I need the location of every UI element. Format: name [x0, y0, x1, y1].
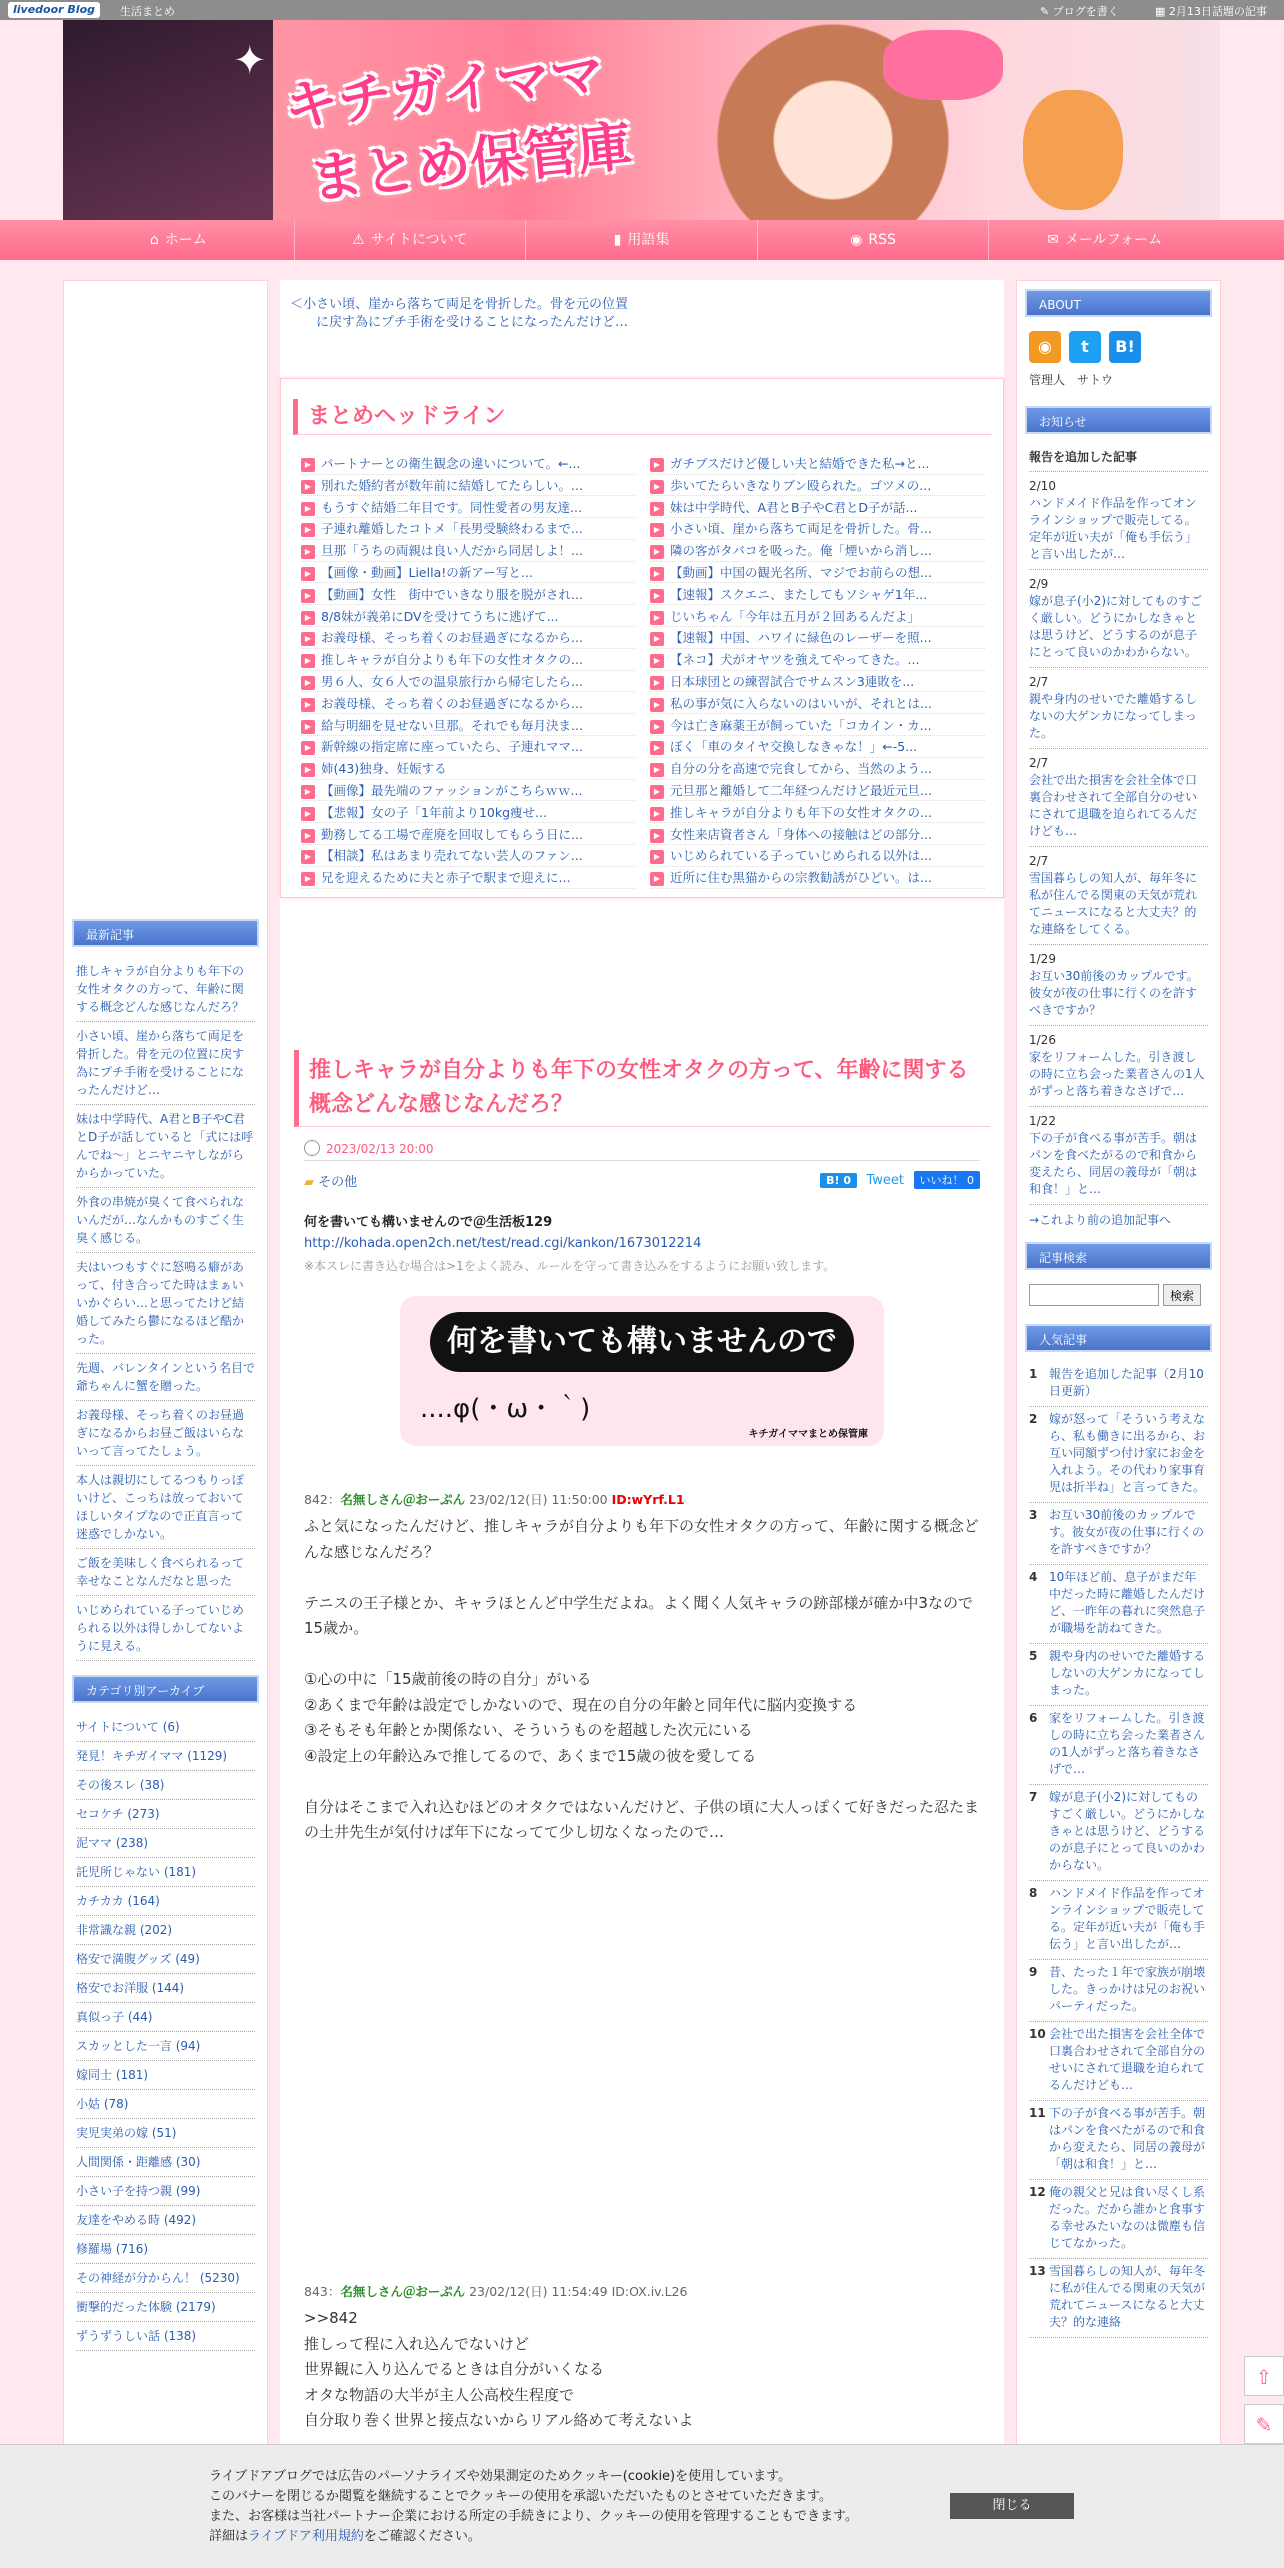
category-link[interactable]: 小姑 (78) — [76, 2090, 255, 2119]
hatena-icon[interactable]: B! — [1109, 331, 1141, 363]
poster-id: ID:wYrf.L1 — [611, 1492, 685, 1507]
rank-title[interactable]: 嫁が怒って「そういう考えなら、私も働きに出るから、お互い同額ずつ付け家にお金を入れよう。その代わり家事育児は折半ね」と言ってきた。 — [1049, 1412, 1206, 1494]
headline-item[interactable]: ▶ 【速報】スクエニ、またしてもソシャゲ1年... — [650, 584, 985, 606]
category-link[interactable]: 託児所じゃない (181) — [76, 1858, 255, 1887]
headline-item[interactable]: ▶ 男６人、女６人での温泉旅行から帰宅したら... — [301, 671, 636, 693]
recent-article-link[interactable]: 夫はいつもすぐに怒鳴る癖があって、付き合ってた時はまぁいいかぐらい…と思ってたけど結婚してみたら鬱になるほど酷かった。 — [76, 1253, 255, 1354]
rss-icon[interactable]: ◉ — [1029, 331, 1061, 363]
response-line: 世界観に入り込んでるときは自分がいくなる — [304, 2360, 605, 2378]
top-bar — [0, 0, 1284, 20]
popular-article-link[interactable] — [1029, 2101, 1208, 2180]
sparkle-icon: ✦ — [233, 38, 267, 84]
headline-item[interactable]: ▶ 女性来店資者さん「身体への接触はどの部分... — [650, 824, 985, 846]
popular-article-link[interactable] — [1029, 1362, 1208, 1407]
category-link[interactable]: 修羅場 (716) — [76, 2235, 255, 2264]
article-meta — [304, 1171, 980, 1195]
article-category[interactable]: その他 — [318, 1175, 358, 1190]
category-link[interactable]: 泥ママ (238) — [76, 1829, 255, 1858]
headline-item[interactable]: ▶ いじめられている子っていじめられる以外は... — [650, 845, 985, 867]
rank-number: 8 — [1029, 1886, 1038, 1900]
category-link[interactable]: その後スレ (38) — [76, 1771, 255, 1800]
rank-number: 12 — [1029, 2185, 1046, 2199]
book-icon: ▮ — [613, 232, 622, 248]
notice-subheading: 報告を追加した記事 — [1029, 444, 1208, 472]
popular-article-link[interactable] — [1029, 1407, 1208, 1503]
blog-title-line2: まとめ保管庫 — [306, 114, 635, 211]
headline-title: まとめヘッドライン — [293, 399, 991, 435]
hatena-bookmark-button[interactable]: B! 0 — [820, 1173, 857, 1188]
source-note: ※本スレに書き込む場合は>1をよく読み、ルールを守って書き込みをするようにお願い致します。 — [304, 1259, 836, 1273]
write-blog-link[interactable]: ✎ ブログを書く — [1040, 5, 1119, 18]
notice-list — [1017, 444, 1220, 1234]
rss-icon: ◉ — [850, 232, 863, 248]
notice-date: 2/7 — [1029, 854, 1049, 868]
recent-article-link[interactable]: 妹は中学時代、A君とB子やC君とD子が話していると「式には呼んでね～」とニヤニヤしながらからかっていた。 — [76, 1105, 255, 1188]
search-input[interactable] — [1029, 1284, 1159, 1306]
headline-item[interactable]: ▶ 【ネコ】犬がオヤツを強えてやってきた。... — [650, 649, 985, 671]
response-line: 自分取り巻く世界と接点ないからリアル絡めて考えないよ — [304, 2411, 694, 2429]
response-line — [304, 1642, 980, 1668]
notice-heading: お知らせ — [1025, 406, 1212, 434]
tweet-button[interactable]: Tweet — [866, 1173, 904, 1188]
category-link[interactable]: その神経が分からん！ (5230) — [76, 2264, 255, 2293]
popular-heading: 人気記事 — [1025, 1324, 1212, 1352]
scroll-top-icon[interactable]: ⇧ — [1244, 2356, 1284, 2396]
headline-item[interactable]: ▶ 私の事が気に入らないのはいいが、それとは... — [650, 693, 985, 715]
recent-article-link[interactable]: 本人は親切にしてるつもりっぽいけど、こっちは放っておいてほしいタイプなので正直言って迷惑でしかない。 — [76, 1466, 255, 1549]
category-link[interactable]: 実児実弟の嫁 (51) — [76, 2119, 255, 2148]
notice-item[interactable] — [1029, 1107, 1208, 1205]
response-body — [304, 2306, 980, 2434]
livedoor-logo[interactable]: livedoor Blog — [8, 2, 100, 18]
rank-number: 3 — [1029, 1508, 1038, 1522]
notice-title[interactable]: ハンドメイド作品を作ってオンラインショップで販売してる。定年が近い夫が「俺も手伝う」と言い出したが… — [1029, 496, 1198, 561]
mail-icon: ✉ — [1047, 232, 1060, 248]
headline-item[interactable]: ▶ 隣の客がタバコを吸った。俺「煙いから消し... — [650, 540, 985, 562]
twitter-icon[interactable]: t — [1069, 331, 1101, 363]
category-link[interactable]: 非常識な親 (202) — [76, 1916, 255, 1945]
response-line: ①心の中に「15歳前後の時の自分」がいる — [304, 1670, 592, 1688]
poster-id: ID:OX.iv.L26 — [611, 2284, 688, 2299]
response-line: ③そもそも年齢とか関係ない、そういうものを超越した次元にいる — [304, 1721, 753, 1739]
prev-article-link[interactable]: ＜小さい頃、崖から落ちて両足を骨折した。骨を元の位置に戻す為にプチ手術を受けることになったんだけど… — [290, 297, 628, 330]
source-thread-title: 何を書いても構いませんので＠生活板129 — [304, 1215, 553, 1230]
popular-article-link[interactable] — [1029, 1503, 1208, 1565]
popular-article-link[interactable] — [1029, 2180, 1208, 2259]
rank-title[interactable]: 10年ほど前、息子がまだ年中だった時に離婚したんだけど、一昨年の暮れに突然息子が職場を訪ねてきた。 — [1049, 1570, 1206, 1635]
notice-title[interactable]: 嫁が息子(小2)に対してものすごく厳しい。どうにかしなきゃとは思うけど、どうするのが息子にとって良いのかわからない。 — [1029, 594, 1202, 659]
global-nav — [0, 220, 1284, 260]
right-sidebar — [1016, 280, 1221, 2568]
headline-item[interactable]: ▶ 【相談】私はあまり売れてない芸人のファン... — [301, 845, 636, 867]
notice-title[interactable]: 会社で出た損害を会社全体で口裏合わせされて全部自分のせいにされて退職を迫られてるんだけども… — [1029, 773, 1198, 838]
article-title[interactable]: 推しキャラが自分よりも年下の女性オタクの方って、年齢に関する概念どんな感じなんだろ？ — [294, 1050, 990, 1127]
facebook-like-button[interactable]: いいね！ 0 — [914, 1171, 981, 1189]
rank-number: 10 — [1029, 2027, 1046, 2041]
headline-item[interactable]: ▶ 姉(43)独身、妊娠する — [301, 758, 636, 780]
warning-icon: ⚠ — [352, 232, 365, 248]
search-button[interactable]: 検索 — [1163, 1284, 1201, 1306]
nav-about[interactable]: ⚠ サイトについて — [295, 220, 527, 260]
notice-item[interactable] — [1029, 847, 1208, 945]
headline-item[interactable]: ▶ 日本球団との練習試合でサムスン3連敗を... — [650, 671, 985, 693]
main-content — [280, 280, 1004, 2568]
headline-item[interactable]: ▶ 小さい頃、崖から落ちて両足を骨折した。骨... — [650, 518, 985, 540]
headline-item[interactable]: ▶ 今は亡き麻薬王が飼っていた「コカイン・カ... — [650, 715, 985, 737]
share-buttons — [820, 1171, 980, 1189]
popular-article-link[interactable] — [1029, 1706, 1208, 1785]
headline-item[interactable]: ▶ ぼく「車のタイヤ交換しなきゃな！」←-5... — [650, 736, 985, 758]
thread-banner-image — [400, 1296, 884, 1446]
rank-title[interactable]: 昔、たった１年で家族が崩壊した。きっかけは兄のお祝いパーティだった。 — [1049, 1965, 1206, 2013]
article — [280, 1032, 1004, 1846]
recent-article-link[interactable]: ご飯を美味しく食べられるって幸せなことなんだなと思った — [76, 1549, 255, 1596]
clock-icon — [304, 1140, 320, 1156]
headline-item[interactable]: ▶ 推しキャラが自分よりも年下の女性オタクの... — [650, 802, 985, 824]
rank-title[interactable]: 報告を追加した記事（2月10日更新） — [1049, 1367, 1204, 1398]
headline-item[interactable]: ▶ お義母様、そっち着くのお昼過ぎになるから... — [301, 627, 636, 649]
headline-item[interactable]: ▶ 【動画】女性 街中でいきなり服を脱がされ... — [301, 584, 636, 606]
floating-buttons — [1244, 2356, 1284, 2452]
rank-number: 1 — [1029, 1367, 1038, 1381]
notice-date: 2/7 — [1029, 756, 1049, 770]
recent-article-link[interactable]: 推しキャラが自分よりも年下の女性オタクの方って、年齢に関する概念どんな感じなんだろ？ — [76, 957, 255, 1022]
notice-title[interactable]: 親や身内のせいでた離婚するしないの大ゲンカになってしまった。 — [1029, 692, 1198, 740]
popular-article-link[interactable] — [1029, 1565, 1208, 1644]
category-link[interactable]: ずうずうしい話 (138) — [76, 2322, 255, 2351]
notice-title[interactable]: お互い30前後のカップルです。彼女が夜の仕事に行くのを許すべきですか？ — [1029, 969, 1199, 1017]
response-line: ②あくまで年齢は設定でしかないので、現在の自分の年齢と同年代に脳内変換する — [304, 1695, 858, 1714]
headline-item[interactable]: ▶ 別れた婚約者が数年前に結婚してたらしい。... — [301, 475, 636, 497]
nav-mailform[interactable]: ✉ メールフォーム — [989, 220, 1220, 260]
notice-date: 2/9 — [1029, 577, 1049, 591]
headline-item[interactable]: ▶ 新幹線の指定席に座っていたら、子連れママ... — [301, 736, 636, 758]
category-archive-heading: カテゴリ別アーカイブ — [72, 1675, 259, 1703]
category-link[interactable]: 真似っ子 (44) — [76, 2003, 255, 2032]
rank-title[interactable]: 親や身内のせいでた離婚するしないの大ゲンカになってしまった。 — [1049, 1649, 1206, 1697]
headline-item[interactable]: ▶ 給与明細を見せない旦那。それでも毎月決ま... — [301, 715, 636, 737]
category-link[interactable]: 発見！キチガイママ (1129) — [76, 1742, 255, 1771]
rank-number: 11 — [1029, 2106, 1046, 2120]
popular-article-link[interactable] — [1029, 1881, 1208, 1960]
rank-number: 4 — [1029, 1570, 1038, 1584]
today-articles-link[interactable]: ▦ 2月13日話題の記事 — [1155, 5, 1267, 18]
nav-glossary[interactable]: ▮ 用語集 — [526, 220, 758, 260]
nav-rss[interactable]: ◉ RSS — [758, 220, 990, 260]
nav-home[interactable]: ⌂ ホーム — [63, 220, 295, 260]
article-date: 2023/02/13 20:00 — [304, 1137, 980, 1161]
notice-title[interactable]: 下の子が食べる事が苦手。朝はパンを食べたがるので和食から変えたら、同居の義母が「朝は和食！」と… — [1029, 1131, 1198, 1196]
recent-articles-heading: 最新記事 — [72, 919, 259, 947]
response-line: 推しって程に入れ込んでないけど — [304, 2334, 530, 2353]
category-link[interactable]: サイトについて (6) — [76, 1713, 255, 1742]
headline-item[interactable]: ▶ 推しキャラが自分よりも年下の女性オタクの... — [301, 649, 636, 671]
notice-date: 1/26 — [1029, 1033, 1056, 1047]
recent-article-link[interactable]: いじめられている子っていじめられる以外は得しかしてないように見える。 — [76, 1596, 255, 1661]
rank-number: 6 — [1029, 1711, 1038, 1725]
category-link[interactable]: 嫁同士 (181) — [76, 2061, 255, 2090]
headline-item[interactable]: ▶ 【画像】最先端のファッションがこちらｗｗ... — [301, 780, 636, 802]
headline-item[interactable]: ▶ 【画像・動画】Liella!の新アー写と... — [301, 562, 636, 584]
headline-item[interactable]: ▶ もうすぐ結婚二年目です。同性愛者の男友達... — [301, 497, 636, 519]
cookie-text: ライブドアブログでは広告のパーソナライズや効果測定のためクッキー(cookie)を使用しています。 このバナーを閉じるか閲覧を継続することでクッキーの使用を承認いただいたものとさせていただきます。 また、お客様は当社パートナー企業における所定の手続きにより、クッキーの使用を管理することもできます。 詳細はライブドア利用規約をご確認ください。 — [209, 2469, 858, 2544]
rank-number: 13 — [1029, 2264, 1046, 2278]
headline-item[interactable]: ▶ 勤務してる工場で産廃を回収してもらう日に... — [301, 824, 636, 846]
left-ad-space — [64, 281, 267, 911]
popular-article-link[interactable] — [1029, 2022, 1208, 2101]
category-link[interactable]: セコケチ (273) — [76, 1800, 255, 1829]
rank-title[interactable]: 下の子が食べる事が苦手。朝はパンを食べたがるので和食から変えたら、同居の義母が「朝は和食！」と… — [1049, 2106, 1206, 2171]
left-sidebar — [63, 280, 268, 2568]
notice-date: 2/7 — [1029, 675, 1049, 689]
popular-articles-list — [1017, 1362, 1220, 2338]
notice-date: 2/10 — [1029, 479, 1056, 493]
category-link[interactable]: 格安でお洋服 (144) — [76, 1974, 255, 2003]
response-body — [304, 1514, 980, 1846]
popular-article-link[interactable] — [1029, 1644, 1208, 1706]
headline-item[interactable]: ▶ 兄を迎えるために夫と赤子で駅まで迎えに... — [301, 867, 636, 889]
response-line: ふと気になったんだけど、推しキャラが自分よりも年下の女性オタクの方って、年齢に関する概念どんな感じなんだろ？ — [304, 1517, 979, 1561]
response-line: テニスの王子様とか、キャラほとんど中学生だよね。よく聞く人気キャラの跡部様が確か中3なので15歳か。 — [304, 1593, 973, 1637]
notice-title[interactable]: 雪国暮らしの知人が、毎年冬に私が住んでる関東の天気が荒れてニュースになると大丈夫？的な連絡をしてくる。 — [1029, 871, 1198, 936]
cookie-banner — [0, 2444, 1284, 2568]
headline-item[interactable]: ▶ 元旦那と離婚して二年経つんだけど最近元旦... — [650, 780, 985, 802]
headline-item[interactable]: ▶ 旦那「うちの両親は良い人だから同居しよ！... — [301, 540, 636, 562]
search-heading: 記事検索 — [1025, 1242, 1212, 1270]
category-link[interactable]: 格安で満腹グッズ (49) — [76, 1945, 255, 1974]
headline-item[interactable]: ▶ 【速報】中国、ハワイに緑色のレーザーを照... — [650, 627, 985, 649]
category-link[interactable]: スカッとした一言 (94) — [76, 2032, 255, 2061]
notice-item[interactable] — [1029, 945, 1208, 1026]
popular-article-link[interactable] — [1029, 1960, 1208, 2022]
breadcrumb[interactable]: 生活まとめ — [120, 5, 175, 18]
blog-title-line1: キチガイママ — [281, 42, 608, 139]
recent-article-link[interactable]: 外食の串焼が臭くて食べられないんだが…なんかものすごく生臭く感じる。 — [76, 1188, 255, 1253]
response-line: 自分はそこまで入れ込むほどのオタクではないんだけど、子供の頃に大人っぽくて好きだった忍たまの土井先生が気付けば年下になってて少し切なくなったので… — [304, 1797, 980, 1841]
response-line: >>842 — [304, 2309, 358, 2327]
rank-title[interactable]: ハンドメイド作品を作ってオンラインショップで販売してる。定年が近い夫が「俺も手伝う」と言い出したが… — [1049, 1886, 1206, 1951]
headline-list — [301, 453, 985, 889]
terms-link[interactable]: ライブドア利用規約 — [248, 2529, 364, 2544]
banner-credit: キチガイママまとめ保管庫 — [748, 1429, 868, 1440]
about-heading: ABOUT — [1025, 289, 1212, 317]
recent-article-link[interactable]: お義母様、そっち着くのお昼過ぎになるからお昼ご飯はいらないって言ってたしょう。 — [76, 1401, 255, 1466]
banner-emoticon: ....φ(・ω・｀) — [420, 1394, 591, 1424]
source-thread-url[interactable]: http://kohada.open2ch.net/test/read.cgi/kankon/1673012214 — [304, 1236, 702, 1251]
rank-title[interactable]: 家をリフォームした。引き渡しの時に立ち会った業者さんの1人がずっと落ち着きなさげで… — [1049, 1711, 1206, 1776]
mascot-illustration — [1023, 90, 1123, 210]
headline-item[interactable]: ▶ 【動画】中国の観光名所、マジでお前らの想... — [650, 562, 985, 584]
category-link[interactable]: 人間関係・距離感 (30) — [76, 2148, 255, 2177]
notice-date: 1/22 — [1029, 1114, 1056, 1128]
headline-item[interactable]: ▶ 近所に住む黒猫からの宗教勧誘がひどい。は... — [650, 867, 985, 889]
article-search — [1017, 1280, 1220, 1310]
banner-speech-bubble: 何を書いても構いませんので — [430, 1312, 854, 1372]
about-icons — [1017, 327, 1220, 363]
ribbon-illustration — [883, 30, 1003, 100]
home-icon: ⌂ — [149, 232, 159, 248]
headline-item[interactable]: ▶ パートナーとの衛生観念の違いについて。←... — [301, 453, 636, 475]
response-line — [304, 1769, 980, 1795]
headline-item[interactable]: ▶ 歩いてたらいきなりブン殴られた。ゴツメの... — [650, 475, 985, 497]
rank-title[interactable]: 雪国暮らしの知人が、毎年冬に私が住んでる関東の天気が荒れてニュースになると大丈夫？的な連絡 — [1049, 2264, 1206, 2329]
recent-articles-list — [64, 957, 267, 1661]
rank-number: 5 — [1029, 1649, 1038, 1663]
cookie-close-button[interactable]: 閉じる — [950, 2493, 1074, 2519]
response-header: 842：名無しさん＠おーぷん 23/02/12(日) 11:50:00 ID:wYrf.L1 — [304, 1492, 685, 1507]
blog-header-banner[interactable] — [63, 20, 1220, 220]
notice-title[interactable]: 家をリフォームした。引き渡しの時に立ち会った業者さんの1人がずっと落ち着きなさげで… — [1029, 1050, 1205, 1098]
rank-number: 7 — [1029, 1790, 1038, 1804]
notice-date: 1/29 — [1029, 952, 1056, 966]
headline-item[interactable]: ▶ 妹は中学時代、A君とB子やC君とD子が話... — [650, 497, 985, 519]
headline-item[interactable]: ▶ 【悲報】女の子「1年前より10kg痩せ... — [301, 802, 636, 824]
category-link[interactable]: 小さい子を持つ親 (99) — [76, 2177, 255, 2206]
admin-name: 管理人 サトウ — [1029, 373, 1114, 387]
headline-item[interactable]: ▶ 子連れ離婚したコトメ「長男受験終わるまで... — [301, 518, 636, 540]
popular-article-link[interactable] — [1029, 2259, 1208, 2338]
edit-icon[interactable]: ✎ — [1244, 2404, 1284, 2444]
category-link[interactable]: 衝撃的だった体験 (2179) — [76, 2293, 255, 2322]
rank-title[interactable]: 俺の親父と兄は食い尽くし系だった。だから誰かと食事する幸せみたいなのは微塵も信じてなかった。 — [1049, 2185, 1206, 2250]
response-line — [304, 1565, 980, 1591]
popular-article-link[interactable] — [1029, 1785, 1208, 1881]
headline-item[interactable]: ▶ ガチブスだけど優しい夫と結婚できた私→と... — [650, 453, 985, 475]
headline-item[interactable]: ▶ じいちゃん「今年は五月が２回あるんだよ」 — [650, 606, 985, 628]
notice-item[interactable] — [1029, 472, 1208, 570]
category-link[interactable]: カチカカ (164) — [76, 1887, 255, 1916]
folder-icon: ▰ — [304, 1175, 314, 1190]
response-header: 843：名無しさん＠おーぷん 23/02/12(日) 11:54:49 ID:OX.iv.L26 — [304, 2284, 688, 2299]
headline-item[interactable]: ▶ 8/8妹が義弟にDVを受けてうちに逃げて... — [301, 606, 636, 628]
headline-item[interactable]: ▶ 自分の分を高速で完食してから、当然のよう... — [650, 758, 985, 780]
notice-item[interactable] — [1029, 1026, 1208, 1107]
headline-item[interactable]: ▶ お義母様、そっち着くのお昼過ぎになるから... — [301, 693, 636, 715]
rank-number: 9 — [1029, 1965, 1038, 1979]
headline-box — [280, 378, 1004, 898]
category-archive-list — [64, 1713, 267, 2351]
notice-more-link[interactable]: →これより前の追加記事へ — [1029, 1213, 1172, 1227]
notice-item[interactable] — [1029, 668, 1208, 749]
category-link[interactable]: 友達をやめる時 (492) — [76, 2206, 255, 2235]
response-line: ④設定上の年齢込みで推してるので、あくまで15歳の彼を愛してる — [304, 1746, 757, 1765]
rank-title[interactable]: 嫁が息子(小2)に対してものすごく厳しい。どうにかしなきゃとは思うけど、どうするのが息子にとって良いのかわからない。 — [1049, 1790, 1206, 1872]
notice-item[interactable] — [1029, 749, 1208, 847]
notice-item[interactable] — [1029, 570, 1208, 668]
recent-article-link[interactable]: 先週、バレンタインという名目で爺ちゃんに蟹を贈った。 — [76, 1354, 255, 1401]
response-line: オタな物語の大半が主人公高校生程度で — [304, 2385, 575, 2404]
rank-title[interactable]: お互い30前後のカップルです。彼女が夜の仕事に行くのを許すべきですか？ — [1049, 1508, 1205, 1556]
rank-number: 2 — [1029, 1412, 1038, 1426]
rank-title[interactable]: 会社で出た損害を会社全体で口裏合わせされて全部自分のせいにされて退職を迫られてるんだけども… — [1049, 2027, 1206, 2092]
recent-article-link[interactable]: 小さい頃、崖から落ちて両足を骨折した。骨を元の位置に戻す為にプチ手術を受けることになったんだけど… — [76, 1022, 255, 1105]
